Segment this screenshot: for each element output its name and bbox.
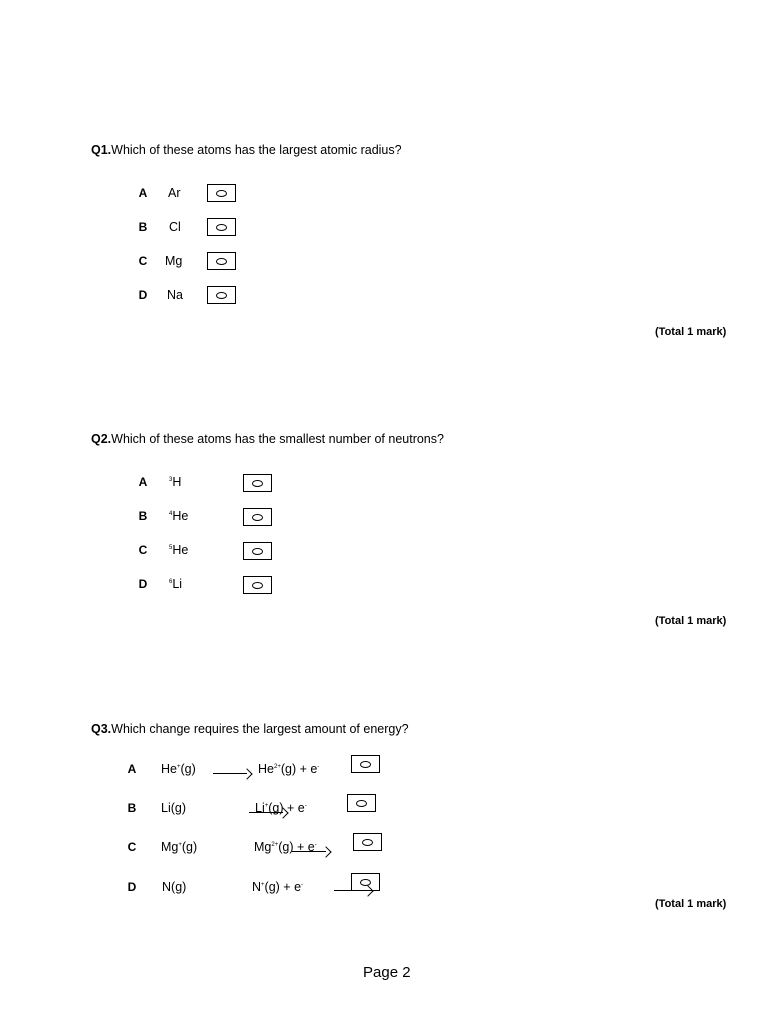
q3-option-d-answer-box[interactable] (351, 873, 380, 891)
q3-option-b-reactant-symbol: Li (161, 801, 171, 815)
q3-option-b-reactant (161, 801, 186, 815)
q3-option-d-product-charge: + (261, 881, 265, 888)
page-number: Page 2 (363, 964, 411, 981)
q3-option-a-reactant (161, 762, 196, 776)
q3-option-c-reactant-symbol: Mg (161, 840, 179, 854)
q1-option-a-text: Ar (168, 186, 181, 200)
q3-option-d-product-symbol: N (252, 880, 262, 894)
q1-option-a-answer-box[interactable] (207, 184, 236, 202)
q3-text: Which change requires the largest amount of energy? (111, 722, 409, 736)
q3-option-d-reactant (162, 880, 186, 894)
answer-oval-icon (216, 258, 227, 265)
q3-option-c-reactant (161, 840, 197, 854)
q3-option-b-product-symbol: Li (255, 801, 265, 815)
q1-option-c-letter: C (138, 254, 148, 268)
answer-oval-icon (360, 761, 371, 768)
answer-oval-icon (252, 548, 263, 555)
q3-option-c-letter: C (127, 840, 137, 854)
q3-option-a-electron-charge: - (317, 763, 320, 770)
q1-option-c-text: Mg (165, 254, 183, 268)
q3-option-b-electron-charge: - (304, 802, 307, 809)
q1-option-b-text: Cl (169, 220, 181, 234)
q3-option-b-product-state: (g) + e (268, 801, 305, 815)
q1-option-d-answer-box[interactable] (207, 286, 236, 304)
q2-option-c-answer-box[interactable] (243, 542, 272, 560)
q2-option-c-isotope (169, 543, 188, 557)
q3-option-c-answer-box[interactable] (353, 833, 382, 851)
q2-option-a-symbol: H (172, 475, 182, 489)
q1-number: Q1. (91, 143, 112, 157)
q3-option-a-reactant-charge: + (176, 763, 181, 770)
q1-option-a-letter: A (138, 186, 148, 200)
q3-option-c-product-symbol: Mg (254, 840, 272, 854)
q1-text: Which of these atoms has the largest atomic radius? (111, 143, 402, 157)
q3-option-d-letter: D (127, 880, 137, 894)
answer-oval-icon (252, 514, 263, 521)
q2-option-b-isotope (169, 509, 188, 523)
q2-option-d-symbol: Li (172, 577, 183, 591)
q3-option-d-electron-charge: - (301, 881, 304, 888)
answer-oval-icon (356, 800, 367, 807)
q1-option-c-answer-box[interactable] (207, 252, 236, 270)
answer-oval-icon (362, 839, 373, 846)
q2-option-d-letter: D (138, 577, 148, 591)
q3-option-a-product-symbol: He (258, 762, 274, 776)
q3-question (91, 722, 409, 736)
q3-option-c-electron-charge: - (314, 841, 317, 848)
q2-option-d-mass: 6 (169, 578, 173, 585)
q1-option-b-letter: B (138, 220, 148, 234)
q2-number: Q2. (91, 432, 112, 446)
q3-option-a-product (258, 762, 319, 776)
q3-option-c-product-state: (g) + e (278, 840, 315, 854)
q3-option-b-product (255, 801, 307, 815)
answer-oval-icon (216, 292, 227, 299)
q2-question (91, 432, 444, 446)
q2-option-b-letter: B (138, 509, 148, 523)
q1-option-d-text: Na (167, 288, 183, 302)
q3-option-a-reactant-symbol: He (161, 762, 177, 776)
q3-option-a-answer-box[interactable] (351, 755, 380, 773)
answer-oval-icon (216, 190, 227, 197)
q2-option-c-symbol: He (172, 543, 189, 557)
q3-option-a-letter: A (127, 762, 137, 776)
answer-oval-icon (252, 582, 263, 589)
q2-option-c-mass: 5 (169, 544, 173, 551)
answer-oval-icon (360, 879, 371, 886)
reaction-arrow-icon (213, 769, 251, 779)
q2-text: Which of these atoms has the smallest number of neutrons? (111, 432, 444, 446)
q3-option-a-product-charge: 2+ (273, 763, 281, 770)
q3-option-c-reactant-state: (g) (181, 840, 198, 854)
q3-option-d-reactant-symbol: N (162, 880, 172, 894)
q3-option-c-product (254, 840, 317, 854)
q3-total-mark: (Total 1 mark) (655, 898, 727, 910)
q3-option-a-reactant-state: (g) (180, 762, 196, 776)
q2-option-d-isotope (169, 577, 182, 591)
q2-total-mark: (Total 1 mark) (655, 615, 727, 627)
q3-option-d-reactant-state: (g) (171, 880, 187, 894)
q3-option-b-answer-box[interactable] (347, 794, 376, 812)
q3-option-b-letter: B (127, 801, 137, 815)
q3-option-d-product-state: (g) + e (264, 880, 302, 894)
q2-option-a-mass: 3 (169, 476, 173, 483)
q1-question (91, 143, 402, 157)
q3-option-a-product-state: (g) + e (280, 762, 318, 776)
q2-option-b-answer-box[interactable] (243, 508, 272, 526)
q2-option-a-answer-box[interactable] (243, 474, 272, 492)
q3-option-b-product-charge: + (264, 802, 269, 809)
q2-option-b-symbol: He (172, 509, 189, 523)
q2-option-a-letter: A (138, 475, 148, 489)
q2-option-d-answer-box[interactable] (243, 576, 272, 594)
answer-oval-icon (216, 224, 227, 231)
q3-option-b-reactant-state: (g) (170, 801, 187, 815)
q2-option-c-letter: C (138, 543, 148, 557)
q3-option-c-reactant-charge: + (178, 841, 182, 848)
q2-option-b-mass: 4 (169, 510, 173, 517)
q2-option-a-isotope (169, 475, 181, 489)
q1-option-d-letter: D (138, 288, 148, 302)
q3-number: Q3. (91, 722, 112, 736)
answer-oval-icon (252, 480, 263, 487)
q1-total-mark: (Total 1 mark) (655, 326, 727, 338)
q3-option-d-product (252, 880, 303, 894)
q1-option-b-answer-box[interactable] (207, 218, 236, 236)
q3-option-c-product-charge: 2+ (271, 841, 279, 848)
